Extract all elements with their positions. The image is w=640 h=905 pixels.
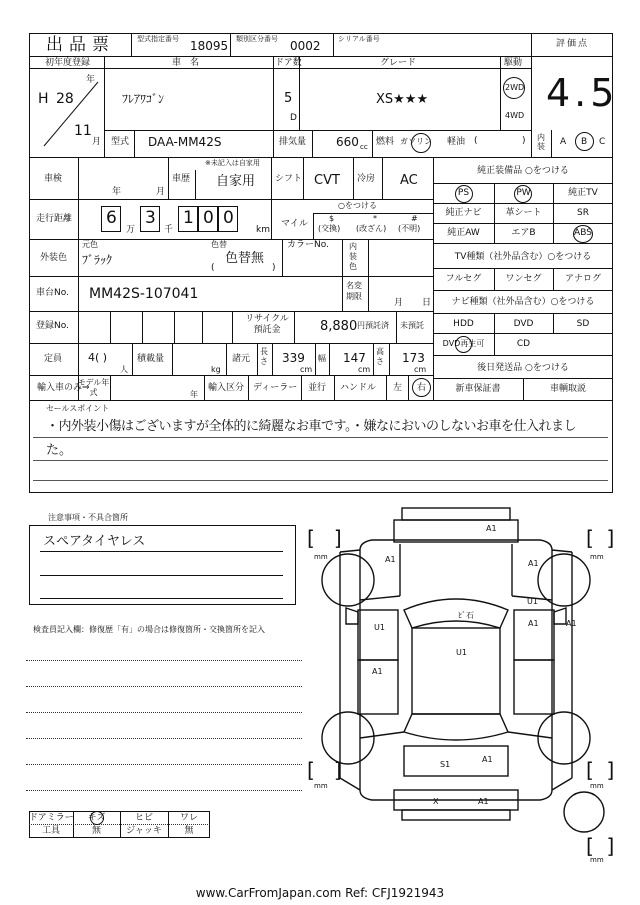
grade-value: XS★★★: [376, 92, 429, 107]
reg-era: H: [38, 91, 49, 107]
sen-unit: 千: [164, 225, 174, 235]
serial-label: シリアル番号: [338, 35, 380, 43]
type-designation-value: 18095: [190, 39, 229, 53]
name-change-label: 名変期限: [346, 281, 362, 301]
recycle-value: 8,880: [320, 319, 358, 334]
reg-year: 28: [56, 91, 74, 107]
tool-jack-value: 無: [184, 826, 194, 836]
model-year-label: モデル年式: [77, 378, 110, 397]
width-label: 幅: [318, 354, 326, 363]
meter-circle-note: ○をつける: [338, 201, 377, 210]
fuel-label: 燃料: [376, 137, 395, 147]
height-value: 173: [402, 351, 425, 365]
displacement-value: 660: [336, 135, 359, 149]
mark-roof: U1: [456, 648, 467, 657]
tool-tools-value: 無: [91, 826, 101, 836]
drive-label: 駆動: [504, 58, 523, 68]
mark-front-bumper: A1: [486, 524, 497, 533]
height-label: 高さ: [376, 347, 384, 366]
tv-fullseg: フルセグ: [445, 274, 482, 284]
mark-left-rear-door: A1: [372, 667, 383, 676]
reg-month-unit: 月: [92, 137, 102, 147]
mark-right-mirror: A1: [566, 619, 577, 628]
mm-fl: mm: [314, 553, 328, 561]
import-parallel: 並行: [308, 383, 327, 393]
mark-rear-gate-a: A1: [482, 755, 493, 764]
type-designation-label: 型式指定番号: [137, 35, 179, 43]
import-dealer: ディーラー: [253, 383, 298, 393]
ac-value: AC: [400, 173, 418, 188]
length-cm: cm: [300, 365, 313, 374]
displacement-label: 排気量: [279, 137, 307, 147]
tool-tools-label: 工具: [41, 826, 60, 836]
mileage-digit-5: 0: [223, 208, 234, 228]
equip-pw: PW: [516, 188, 531, 198]
mm-rr: mm: [590, 782, 604, 790]
man-unit: 万: [126, 225, 136, 235]
grade-label: グレード: [380, 58, 417, 68]
history-label: 車歴: [172, 174, 191, 184]
color-value: ﾌﾞﾗｯｸ: [82, 253, 113, 267]
tool-h-crack: ヒビ: [134, 813, 153, 823]
sales-label: セールスポイント: [46, 404, 110, 413]
mileage-digit-3: 1: [183, 208, 194, 228]
interior-label: 内装: [537, 133, 545, 151]
handle-label: ハンドル: [340, 383, 377, 393]
length-label: 長さ: [260, 347, 268, 366]
inspection-year-unit: 年: [112, 187, 122, 197]
bracket-spare: [ ]: [586, 834, 615, 858]
car-name-label: 車 名: [172, 58, 200, 68]
equip-airbag: エアB: [511, 228, 536, 238]
mark-right-front-door: A1: [528, 619, 539, 628]
specs-label: 諸元: [232, 354, 251, 364]
width-value: 147: [343, 351, 366, 365]
meter-star: *: [373, 214, 377, 223]
handle-right: 右: [417, 383, 427, 393]
equip-navi: 純正ナビ: [445, 208, 482, 218]
chassis-label: 車台No.: [36, 288, 69, 298]
notes-label: 注意事項・不具合箇所: [48, 513, 128, 522]
history-note: ※未記入は自家用: [205, 159, 260, 167]
repaint-paren-open: (: [211, 263, 215, 273]
navi-hdd: HDD: [453, 319, 474, 329]
import-type-label: 輸入区分: [208, 383, 245, 393]
meter-modified: (改ざん): [356, 224, 387, 233]
exterior-label: 外装色: [40, 253, 68, 263]
interior-b: B: [581, 137, 588, 147]
repaint-paren-close: ): [272, 263, 276, 273]
equip-sr: SR: [577, 208, 589, 218]
meter-dollar: $: [329, 214, 335, 223]
evaluation-score: 4.5: [546, 71, 619, 115]
equip-tv: 純正TV: [568, 188, 598, 198]
drive-2wd: 2WD: [505, 83, 525, 92]
name-change-month: 月: [394, 298, 404, 308]
later-header: 後日発送品 ○をつける: [477, 363, 569, 373]
regno-label: 登録No.: [36, 321, 69, 331]
tv-oneseg: ワンセグ: [505, 274, 542, 284]
mark-front-left-fender: A1: [385, 555, 396, 564]
category-label: 類別区分番号: [236, 35, 278, 43]
load-label: 積載量: [137, 354, 165, 364]
model-year-unit: 年: [190, 390, 198, 399]
cc-unit: cc: [360, 143, 368, 151]
bracket-rl: [ ]: [307, 758, 342, 782]
kg-unit: kg: [211, 365, 221, 374]
dvd-playable-circle: [455, 336, 472, 353]
model-label: 型式: [111, 137, 130, 147]
km-unit: km: [256, 225, 270, 235]
mark-windshield: ﾋﾞ石: [458, 611, 474, 620]
length-value: 339: [282, 351, 305, 365]
mm-spare: mm: [590, 856, 604, 864]
door-type: D: [290, 113, 297, 123]
mm-rl: mm: [314, 782, 328, 790]
dvd-cd: CD: [516, 339, 531, 349]
later-warranty: 新車保証書: [455, 384, 501, 394]
later-manual: 車輌取説: [549, 384, 586, 394]
tool-h-doormirror: ドアミラー: [29, 813, 74, 823]
handle-right-circle: [412, 378, 431, 397]
tool-h-break: ワレ: [179, 813, 198, 823]
repaint-value: 色替無: [225, 251, 265, 266]
first-registration-label: 初年度登録: [45, 58, 91, 68]
drive-2wd-circle: [503, 77, 525, 99]
inspector-label: 検査員記入欄：修復歴「有」の場合は修復箇所・交換箇所を記入: [33, 625, 265, 634]
equip-abs: ABS: [574, 228, 592, 238]
grade-box-label: 評価点: [556, 39, 590, 49]
inspection-month-unit: 月: [156, 187, 166, 197]
navi-dvd: DVD: [513, 319, 534, 329]
mileage-digit-1: 6: [106, 208, 117, 228]
mile-unit: マイル: [281, 219, 308, 229]
equip-pw-circle: [514, 185, 532, 203]
height-cm: cm: [414, 365, 427, 374]
equip-ps-circle: [455, 185, 473, 203]
meter-swap: (交換): [318, 224, 341, 233]
mm-fr: mm: [590, 553, 604, 561]
navi-header: ナビ種類（社外品含む）○をつける: [451, 297, 595, 307]
doors-label: ドア数: [275, 58, 302, 68]
reg-month: 11: [74, 123, 92, 139]
mark-front-right-fender: A1: [528, 559, 539, 568]
equipment-header: 純正装備品 ○をつける: [477, 166, 569, 176]
meter-unknown: (不明): [398, 224, 421, 233]
bracket-rr: [ ]: [586, 758, 615, 782]
mark-right-fender-u1: U1: [527, 597, 538, 606]
sales-line-1: ・内外装小傷はございますが全体的に綺麗なお車です。・嫌なにおいのしないお車を仕入れまし: [46, 419, 576, 434]
fuel-paren-open: (: [474, 136, 478, 146]
color-no-label: カラーNo.: [287, 240, 329, 250]
car-diagram: [300, 500, 630, 840]
navi-sd: SD: [576, 319, 590, 329]
bracket-fl: [ ]: [307, 526, 342, 550]
handle-left: 左: [393, 383, 403, 393]
import-label: 輸入車のみ⇒: [37, 383, 90, 393]
drive-4wd: 4WD: [505, 111, 525, 120]
tv-header: TV種類（社外品含む）○をつける: [454, 252, 592, 262]
footer-reference: www.CarFromJapan.com Ref: CFJ1921943: [195, 886, 445, 900]
inspection-label: 車検: [44, 174, 63, 184]
mileage-digit-2: 3: [145, 208, 156, 228]
mark-left-front-door: U1: [374, 623, 385, 632]
interior-color-label: 内装色: [349, 242, 357, 271]
interior-c: C: [599, 137, 606, 147]
shift-label: シフト: [275, 174, 303, 184]
interior-b-circle: [575, 132, 594, 151]
car-name-value: ﾌﾚｱﾜｺﾞﾝ: [122, 92, 165, 106]
category-value: 0002: [290, 39, 321, 53]
mark-rear-bumper-a: A1: [478, 797, 489, 806]
tv-analog: アナログ: [564, 274, 601, 284]
model-value: DAA-MM42S: [148, 135, 222, 149]
fuel-gasoline: ガソリン: [400, 137, 432, 146]
tool-scratch-circle: [90, 811, 104, 825]
meter-hash: #: [411, 214, 418, 223]
fuel-paren-close: ): [522, 136, 526, 146]
shift-value: CVT: [314, 173, 340, 188]
interior-a: A: [560, 137, 567, 147]
capacity-value: 4( ): [88, 351, 108, 364]
fuel-light-oil: 軽油: [447, 137, 466, 147]
bracket-fr: [ ]: [586, 526, 615, 550]
fuel-circle: [411, 133, 431, 153]
recycle-pending: 未預託: [400, 321, 424, 330]
doors-value: 5: [284, 91, 293, 106]
recycle-done: 円預託済: [357, 321, 389, 330]
equip-abs-circle: [573, 225, 593, 243]
capacity-label: 定員: [44, 354, 63, 364]
mileage-digit-4: 0: [203, 208, 214, 228]
history-value: 自家用: [216, 174, 256, 189]
reg-year-unit: 年: [86, 75, 96, 85]
orig-color-label: 元色: [82, 240, 98, 249]
ac-label: 冷房: [357, 174, 376, 184]
repaint-label: 色替: [211, 240, 227, 249]
notes-line-1: スペアタイヤレス: [43, 534, 146, 549]
tool-h-scratch: キズ: [87, 813, 106, 823]
mileage-label: 走行距離: [36, 214, 73, 224]
dvd-playable: DVD再生可: [442, 339, 485, 348]
equip-aw: 純正AW: [447, 228, 480, 238]
person-unit: 人: [120, 365, 128, 374]
mark-rear-gate-s: S1: [440, 760, 451, 769]
sales-line-2: た。: [46, 443, 73, 458]
mark-rear-bumper-x: X: [433, 797, 439, 806]
chassis-value: MM42S-107041: [89, 286, 199, 302]
recycle-label: リサイクル預託金: [245, 314, 289, 335]
equip-leather: 革シート: [505, 208, 542, 218]
width-cm: cm: [358, 365, 371, 374]
equip-ps: PS: [457, 188, 470, 198]
name-change-day: 日: [422, 298, 432, 308]
slash-line: [40, 80, 100, 150]
sheet-title: 出品票: [46, 35, 115, 55]
tool-jack-label: ジャッキ: [126, 826, 162, 836]
